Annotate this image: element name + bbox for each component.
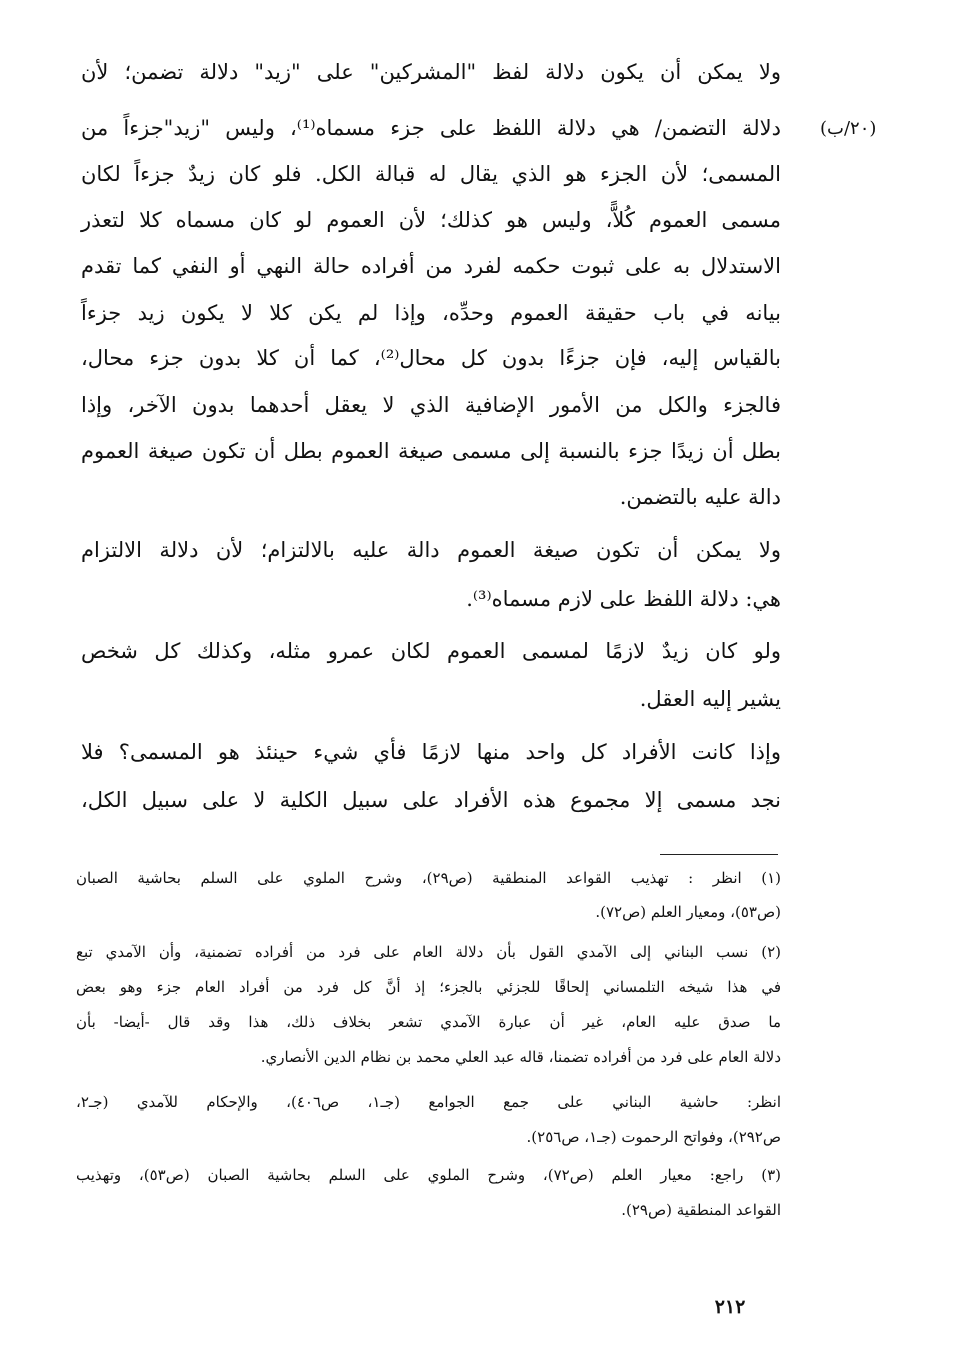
- body-line: بطل أن زيدًا جزء بالنسبة إلى مسمى صيغة العموم بطل أن تكون صيغة العموم: [81, 439, 781, 463]
- body-line: دالة عليه بالتضمن.: [619, 485, 781, 509]
- body-line: يشير إليه العقل.: [639, 687, 781, 711]
- body-line: الاستدلال به على ثبوت حكمه لفرد من أفراده حالة النهي أو النفي كما تقدم: [81, 254, 781, 278]
- footnote-line: انظر: حاشية البناني على جمع الجوامع (جـ١، ص٤٠٦)، والإحكام للآمدي (جـ٢،: [76, 1093, 781, 1111]
- footnote-line: ص٢٩٢)، وفواتح الرحموت (جـ١، ص٢٥٦).: [526, 1128, 781, 1146]
- footnote-line: دلالة العام على فرد من أفراده تضمنا، قاله عبد العلي محمد بن نظام الدين الأنصاري.: [260, 1048, 781, 1066]
- body-line: وإذا كانت الأفراد كل واحد منها لازمًا فأي شيء حينئذ هو المسمى؟ فلا: [81, 740, 781, 764]
- body-line: بالقياس إليه، فإن جزءًا بدون كل محال⁽²⁾، كما أن كلا بدون جزء محال،: [81, 346, 781, 370]
- body-line: نجد مسمى إلا مجموع هذه الأفراد على سبيل الكلية لا على سبيل الكل،: [81, 788, 781, 812]
- body-line: ولا يمكن أن تكون صيغة العموم دالة عليه بالالتزام؛ لأن دلالة الالتزام: [81, 538, 781, 562]
- footnote-line: (٣) راجع: معيار العلم (ص٧٢)، وشرح الملوي على السلم بحاشية الصبان (ص٥٣)، وتهذيب: [76, 1166, 781, 1184]
- body-line: دلالة التضمن/ هي دلالة اللفظ على جزء مسماه⁽¹⁾، وليس "زيد"جزءاً من: [81, 116, 781, 140]
- body-line: هي: دلالة اللفظ على لازم مسماه⁽³⁾.: [466, 587, 781, 611]
- footnote-line: (٢) نسب البناني إلى الآمدي القول بأن دلالة العام على فرد من أفراده تضمنية، وأن الآمدي تبع: [76, 943, 781, 961]
- body-line: مسمى العموم كُلاًّ، وليس هو كذلك؛ لأن العموم لو كان مسماه كلا لتعذر: [81, 208, 781, 232]
- footnote-separator: [660, 854, 778, 855]
- body-line: ولو كان زيدٌ لازمًا لمسمى العموم لكان عمرو مثله، وكذلك كل شخص: [81, 639, 781, 663]
- footnote-line: (ص٥٣)، ومعيار العلم (ص٧٢).: [595, 903, 781, 921]
- footnote-line: ما صدق عليه العام، غير أن عبارة الآمدي تشعر بخلاف ذلك، هذا وقد قال -أيضا- بأن: [76, 1013, 781, 1031]
- body-line: فالجزء والكل من الأمور الإضافية الذي لا يعقل أحدهما بدون الآخر، وإذا: [81, 393, 781, 417]
- margin-folio-note: (۲۰/ب): [820, 118, 877, 139]
- footnote-line: (١) انظر : تهذيب القواعد المنطقية (ص٢٩)، وشرح الملوي على السلم بحاشية الصبان: [76, 869, 781, 887]
- footnote-line: في هذا شيخه التلمساني إلحاقًا للجزئي بالجزء؛ إذ أنَّ كل فرد من أفراد العام جزء وهو بعض: [76, 978, 781, 996]
- page-number: ٢١٢: [714, 1296, 746, 1318]
- body-line: ولا يمكن أن يكون دلالة لفظ "المشركين" على "زيد" دلالة تضمن؛ لأن: [81, 60, 781, 84]
- body-line: المسمى؛ لأن الجزء هو الذي يقال له قبالة الكل. فلو كان زيدٌ جزءاً لكان: [81, 162, 781, 186]
- footnote-line: القواعد المنطقية (ص٢٩).: [621, 1201, 781, 1219]
- body-line: بيانه في باب حقيقة العموم وحدِّه، وإذا لم يكن كلا لا يكون زيد جزءاً: [81, 301, 781, 325]
